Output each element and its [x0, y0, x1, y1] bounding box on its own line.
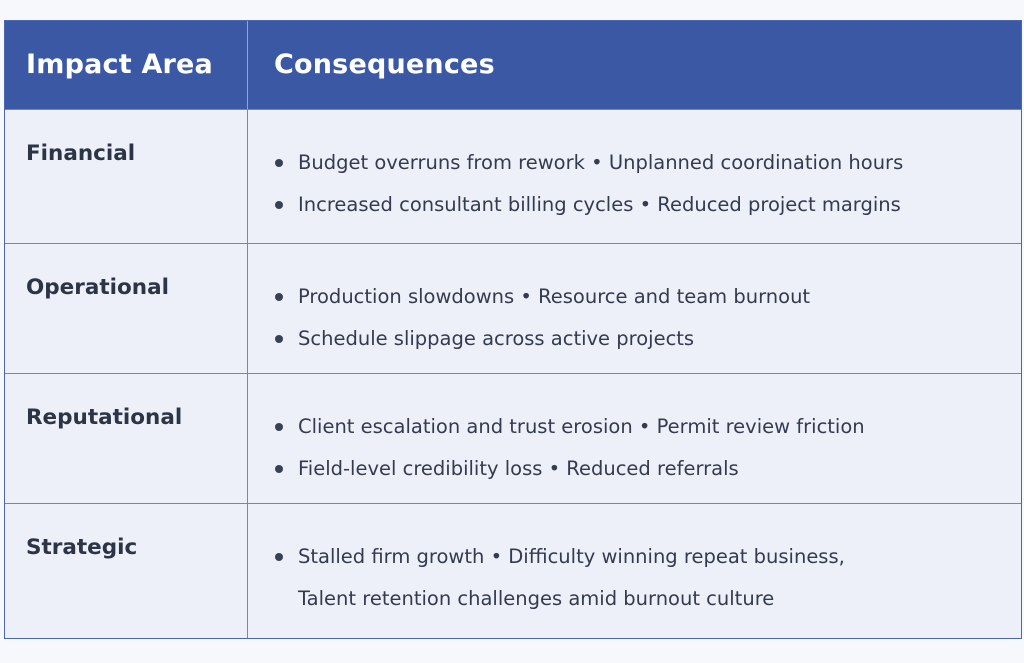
header-cell-impact-area	[5, 21, 248, 109]
header-consequences-label: Consequences	[274, 49, 495, 80]
consequence-text: Increased consultant billing cycles • Reduced project margins	[298, 193, 901, 216]
header-cell-consequences	[248, 21, 1021, 109]
consequence-line	[275, 318, 1021, 360]
consequence-text: Field-level credibility loss • Reduced referrals	[298, 457, 739, 480]
consequence-text: Client escalation and trust erosion • Permit review friction	[298, 415, 865, 438]
table-row	[5, 503, 1021, 638]
consequence-line	[275, 142, 1021, 184]
impact-table	[4, 20, 1022, 639]
consequence-text: Budget overruns from rework • Unplanned coordination hours	[298, 151, 904, 174]
consequences-cell	[248, 374, 1021, 503]
impact-area-cell	[5, 244, 248, 373]
impact-area-label: Operational	[26, 275, 169, 300]
bullet-icon	[275, 423, 283, 431]
consequence-text: Stalled firm growth • Difficulty winning repeat business,	[298, 545, 845, 568]
bullet-icon	[275, 201, 283, 209]
consequence-line	[275, 406, 1021, 448]
impact-area-cell	[5, 504, 248, 638]
impact-area-cell	[5, 110, 248, 243]
bullet-icon	[275, 159, 283, 167]
bullet-icon	[275, 293, 283, 301]
table-row	[5, 243, 1021, 373]
consequence-line	[275, 536, 1021, 578]
table-row	[5, 109, 1021, 243]
consequences-cell	[248, 504, 1021, 638]
table-header	[5, 21, 1021, 109]
header-impact-area-label: Impact Area	[26, 49, 213, 80]
consequence-text: Production slowdowns • Resource and team burnout	[298, 285, 811, 308]
impact-area-label: Reputational	[26, 405, 183, 430]
bullet-icon	[275, 335, 283, 343]
bullet-icon	[275, 465, 283, 473]
consequence-line	[275, 276, 1021, 318]
consequences-cell	[248, 110, 1021, 243]
consequences-cell	[248, 244, 1021, 373]
consequence-line	[275, 448, 1021, 490]
impact-area-cell	[5, 374, 248, 503]
consequence-text: Talent retention challenges amid burnout culture	[298, 587, 775, 610]
consequence-line	[275, 184, 1021, 226]
consequence-line	[275, 578, 1021, 620]
impact-area-label: Strategic	[26, 535, 138, 560]
table-row	[5, 373, 1021, 503]
bullet-icon	[275, 553, 283, 561]
consequence-text: Schedule slippage across active projects	[298, 327, 695, 350]
impact-area-label: Financial	[26, 141, 136, 166]
